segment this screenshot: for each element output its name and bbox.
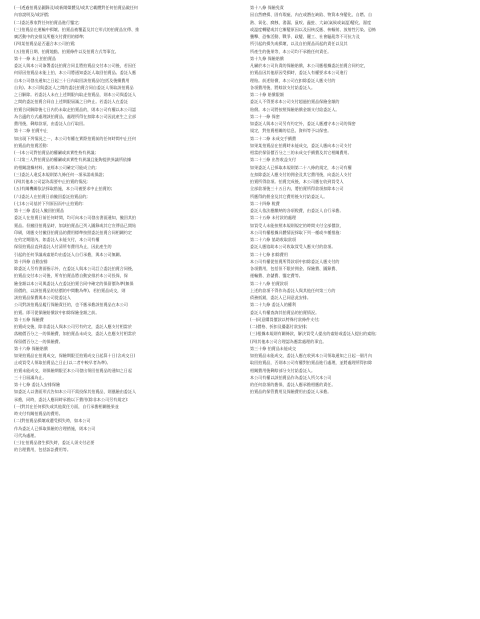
text-line: 如果拍賣品在拍賣成交，保險期限至拍賣成交日起算十日(含成交日) — [14, 353, 136, 358]
text-line: 委託人依法應繳納的各項稅費，由委託人自行承擔。 — [250, 208, 344, 213]
text-line: 時支付有關拍賣品的費用。 — [14, 411, 63, 416]
text-line: 在約定期限內，如委託人未能支付，本公司有權 — [14, 237, 100, 242]
text-line: 全部款項後三十五日內，將拍賣所得款項扣除本公司 — [250, 186, 344, 192]
text-line: 拍賣合同解除後七日內仍未取走拍賣品的，則本公司有權以本公司認 — [14, 106, 137, 112]
text-line: (二)第三人對拍賣品的權屬或真實性有異議且能夠提供異議所依據 — [14, 157, 132, 163]
text-line: 相當於保留價百分之三的未成交手續費及其它相關費用。 — [250, 150, 352, 155]
text-line: (四)其他本公司合理認為應當處理的事宜。 — [250, 338, 327, 344]
text-line: 第二十五條 未付款的處理 — [250, 215, 297, 221]
text-line: 落槌價百分之一的保險費，如拍賣品未成交，委託人也應支付相當於 — [14, 331, 137, 337]
text-line: (三)在拍賣品發生損失時，委託人須支付必要 — [14, 440, 95, 445]
text-line: 的任何款項的擔保，委託人應承擔相應的責任。 — [250, 382, 336, 387]
text-line: (一)同意購買價款以特殊付款條件支付; — [250, 316, 320, 322]
text-line: 如委託人與本公司另有約定外，委託人應遵守本公司的保密 — [250, 121, 356, 126]
text-line: 各項費用，包括但不限於佣金、保險費、圖錄費、 — [250, 266, 340, 271]
text-line: 所引起的損失或損壞，以及自拍賣品而起的責任以及其 — [250, 41, 348, 47]
text-line: 引起的任何爭議或索賠均由委託人自行承擔，與本公司無關。 — [14, 251, 124, 257]
left-column — [14, 4, 236, 619]
text-line: 除委託人另有書面指示外，在委託人與本公司訂立委託拍賣合同後， — [14, 266, 137, 271]
text-line: 本公司有權從拍賣所得款項中扣除委託人應支付的 — [250, 258, 340, 264]
text-line: 所產生的後果等，本公司均不承擔任何責任。 — [250, 48, 332, 54]
text-line: 賣品。但撤回拍賣品時，如該拍賣品已列入圖錄或其它宣傳品已開始 — [14, 222, 137, 228]
text-line: 在扣除委託人應支付的佣金及其它費用後，向委託人支付 — [250, 171, 352, 177]
text-line: (五)拍賣日期、拍賣地點、拍賣條件以及拍賣方式等事宜。 — [14, 48, 119, 54]
text-line: 債務抵銷，委託人已同意此安排。 — [250, 295, 312, 300]
text-line: 內容說明及/或評價; — [14, 12, 50, 18]
text-line: 自負)。本公司與委託人之間的委託拍賣合同自委託人領取該拍賣品 — [14, 84, 134, 90]
text-line: 理賠。前述賠償，本公司在扣除委託人應支付的 — [250, 77, 336, 83]
text-line: 各項費用後，將餘款支付給委託人。 — [250, 84, 316, 90]
text-line: 如委託人以書面形式告知本公司不需投保其拍賣品，則風險由委託人 — [14, 389, 137, 395]
text-line: 運輸費、倉儲費、鑒定費等。 — [250, 273, 303, 279]
text-line: 印刷，則應支付撤回拍賣品的費用標準按照委託拍賣合同相關約定 — [14, 229, 132, 235]
text-line: (二)對拍賣品損壞或遭受損失時，如本公司 — [14, 418, 91, 424]
text-line: 保留拍賣品直到委託人付清所有費用為止，因此產生的 — [14, 244, 112, 250]
text-line: (三)委託人違反本規則第九條任何一項承諾或保證; — [14, 171, 104, 177]
text-line: 本公司有權根據具體情況採取下列一種或多種措施: — [250, 229, 341, 235]
text-line: 第二十二條 未成交手續費 — [250, 135, 297, 141]
text-line: 拍賣品交付本公司後，所有拍賣品將自動安排於本公司投保，保 — [14, 273, 128, 279]
text-line: 如出現下列情況之一，本公司有權在實際拍賣前的任何時間中止任何 — [14, 135, 137, 141]
text-line: 該拍賣品保費與本公司從委託人 — [14, 295, 71, 300]
text-line: 上述的款項不得作為委託人與其他任何第三方的 — [250, 287, 336, 293]
text-line: 的相關證據材料，並經本公司確定可能成立的; — [14, 164, 97, 170]
text-line: 第二十七條 扣除費用 — [250, 251, 288, 257]
text-line: 所應得的佣金及其它費用後支付給委託人。 — [250, 193, 328, 199]
text-line: 委託人在拍賣日前任何時間，均可向本公司發出書面通知，撤回其拍 — [14, 215, 137, 221]
text-line: 為合適的方式處理該拍賣品，處理所得在扣除本公司因此產生之全部 — [14, 113, 137, 119]
text-line: 取回拍賣品，否則本公司有權對拍賣品進行處理，並將處理所得扣除 — [250, 360, 373, 366]
text-line: 的合理費用，包括訴訟費用等。 — [14, 447, 71, 453]
text-line: 之日解除。若委託人未在上述期限內取走拍賣品，則本公司與委託人 — [14, 92, 137, 97]
text-line: 險金額以本公司與委託人在委託拍賣合同中確定的保留價為準(無保 — [14, 280, 134, 286]
text-line: 凡屬於本公司負責的保險賠償，本公司應根據委託拍賣合同約定， — [250, 63, 368, 68]
text-line: 廣活動中的安排及所應支付費用的標準; — [14, 34, 85, 39]
text-line: 第十三條 委託人撤回拍賣品 — [14, 208, 65, 213]
text-line: (三)根據本規則有關條款，解決買受人提出的索賠或委託人提出的索賠; — [250, 331, 377, 337]
text-line: 第二十一條 保密 — [250, 113, 280, 119]
text-line: 熱、氧化、腐蝕、滲漏、鼠咬、蟲蛀、大氣(氣候或氣溫)變化、濕度 — [250, 19, 372, 25]
text-line: 第三十條 拍賣品未能成交 — [250, 345, 297, 351]
text-line: 委託人不得要求本公司支付超過拍賣品保險金額的 — [250, 99, 340, 105]
text-line: 第二十條 賠償限額 — [250, 92, 284, 97]
text-line: 第二十九條 委託人的權利 — [250, 302, 297, 308]
text-line: (三)拍賣品在運輸中損壞、拍賣品被覆蓋及其它形式的拍賣品宣傳、推 — [14, 26, 140, 32]
text-line: 委託人有權查詢其拍賣品的拍賣情況。 — [250, 309, 320, 315]
text-line: 第十六條 保險賠償 — [14, 345, 48, 351]
text-line: 之間的委託拍賣合同自上述期限屆滿之日終止。若委託人在委託 — [14, 99, 128, 105]
text-line: 拍賣未能成交，則保險期限至本公司發出領回拍賣品的通知之日起 — [14, 367, 132, 373]
text-line: 承擔，同時，委託人應同時承擔以下費用(除非本公司另有規定): — [14, 396, 129, 402]
text-line: 拍賣品的拍賣活動: — [14, 142, 48, 148]
text-line: 拍賣成交後，除非委託人與本公司另有約定，委託人應支付相當於 — [14, 324, 132, 329]
text-line: 因自然磨損、固有瑕疵、內在或潛在缺陷、物質本身變化、自燃、自 — [250, 12, 373, 18]
text-line: (四)其他本公司認為需要中止拍賣的情況; — [14, 179, 88, 184]
text-line: 第十一條 未上拍拍賣品 — [14, 55, 56, 61]
text-line: 規定，對拍賣相關的信息、資料等予以保密。 — [250, 128, 332, 134]
text-line: 委託人應協助本公司收取買受人應支付的款項。 — [250, 244, 336, 250]
text-line: (二)價格、折扣及優惠付款安排; — [250, 324, 308, 329]
text-line: 第十四條 自動安排 — [14, 258, 48, 264]
text-line: 賠償。本公司將按照保險賠償金額支付給委託人。 — [250, 106, 340, 112]
text-line: (二)委託專家對任何拍賣品進行鑒定; — [14, 19, 80, 25]
text-line: 如果某拍賣品在拍賣時未能成交，委託人應向本公司支付 — [250, 142, 352, 148]
text-line: 三十日屆滿為止。 — [14, 374, 47, 380]
right-column — [250, 4, 472, 619]
text-line: (六)委託人在拍賣日前撤回委託拍賣品的; — [14, 193, 88, 199]
text-line: 保留價百分之一的保險費。 — [14, 338, 63, 344]
text-line: 作為委託人已採取保險的合理措施，則本公司 — [14, 425, 96, 431]
text-line: 如拍賣品未能成交，委託人應在收到本公司領取通知之日起一個月內 — [250, 353, 373, 358]
text-line: 自本公司發出通知之日起三十日內取回該拍賣品(包括及後續費用 — [14, 77, 130, 83]
text-line: 委託人與本公司簽署委託拍賣合同且將拍賣品交付本公司後，若因任 — [14, 63, 137, 68]
text-line: (四)某拍賣品是否適合本公司拍賣; — [14, 41, 76, 47]
text-line: 第二十四條 稅費 — [250, 200, 280, 206]
text-line: 第十二條 拍賣中止 — [14, 128, 48, 134]
text-line: 第十五條 保險費 — [14, 316, 44, 322]
text-line: 留價的，以該拍賣品的估價的中間數為準)。若拍賣品成交，則 — [14, 287, 126, 293]
text-line: 本公司有權以該拍賣品作為委託人所欠本公司 — [250, 374, 332, 380]
text-line: 費用後，剩餘款項，由委託人自行取回。 — [14, 121, 88, 126]
text-line: 止或買受人領取拍賣品之日止(以二者中較早者為準)。 — [14, 360, 111, 366]
text-line: 拍賣所得款項。拍賣完成後，本公司應在收到買受人 — [250, 179, 344, 184]
text-line: 第十七條 委託人安排保險 — [14, 382, 61, 387]
text-line: 第二十八條 拍賣款項 — [250, 280, 288, 286]
text-line: 第二十六條 協助收取款項 — [250, 237, 297, 242]
text-line: 第十九條 保險賠償 — [250, 55, 284, 61]
text-line: 公司對該拍賣品履行保險責任的，也不應承擔該拍賣品在本公司 — [14, 302, 128, 308]
text-line: 襲擊、恐怖活動、戰爭、政變、罷工、社會騷亂等不可抗力及 — [250, 34, 360, 39]
text-line: (一)對其在任何損失或其他責任方面，自行承擔相關後果並 — [14, 403, 119, 409]
text-line: 何原因拍賣品未能上拍，本公司將通知委託人取回拍賣品。委託人應 — [14, 70, 137, 76]
text-line: 第二十三條 出售收益支付 — [250, 157, 297, 163]
text-line: (一)透過拍賣品圖錄及/或新聞媒體及/或其它載體對任何拍賣品做任何 — [14, 5, 138, 10]
text-line: 如果委託人已採取本規則第二十八條的規定，本公司有權 — [250, 164, 352, 170]
text-line: 或溫度轉變或其它漸變原因以及因核反應、核輻射、放射性污染、恐怖 — [250, 26, 377, 32]
text-line: 相關費用後剩餘部分支付給委託人。 — [250, 367, 316, 373]
text-line: 可代為處理。 — [14, 432, 39, 438]
text-line: 拍賣品的保管費用及保險費用由委託人承擔。 — [250, 389, 332, 395]
text-line: 如買受人未能按照本規則規定的時間支付全部價款， — [250, 222, 344, 228]
text-line: (五)有關機關依法採取措施，本公司被要求中止拍賣的; — [14, 186, 113, 192]
text-line: 拍賣品因其他原因受損時，委託人有權要求本公司進行 — [250, 70, 348, 76]
text-line: (一)本公司對拍賣品的權屬或真實性持有異議; — [14, 150, 96, 155]
text-line: 第十八條 保險免責 — [250, 5, 284, 10]
text-line: (七)本公司基於下列原因而中止拍賣的: — [14, 200, 84, 206]
text-line: 拍賣。即可從保險賠償款中扣除保險金額之前。 — [14, 309, 100, 315]
